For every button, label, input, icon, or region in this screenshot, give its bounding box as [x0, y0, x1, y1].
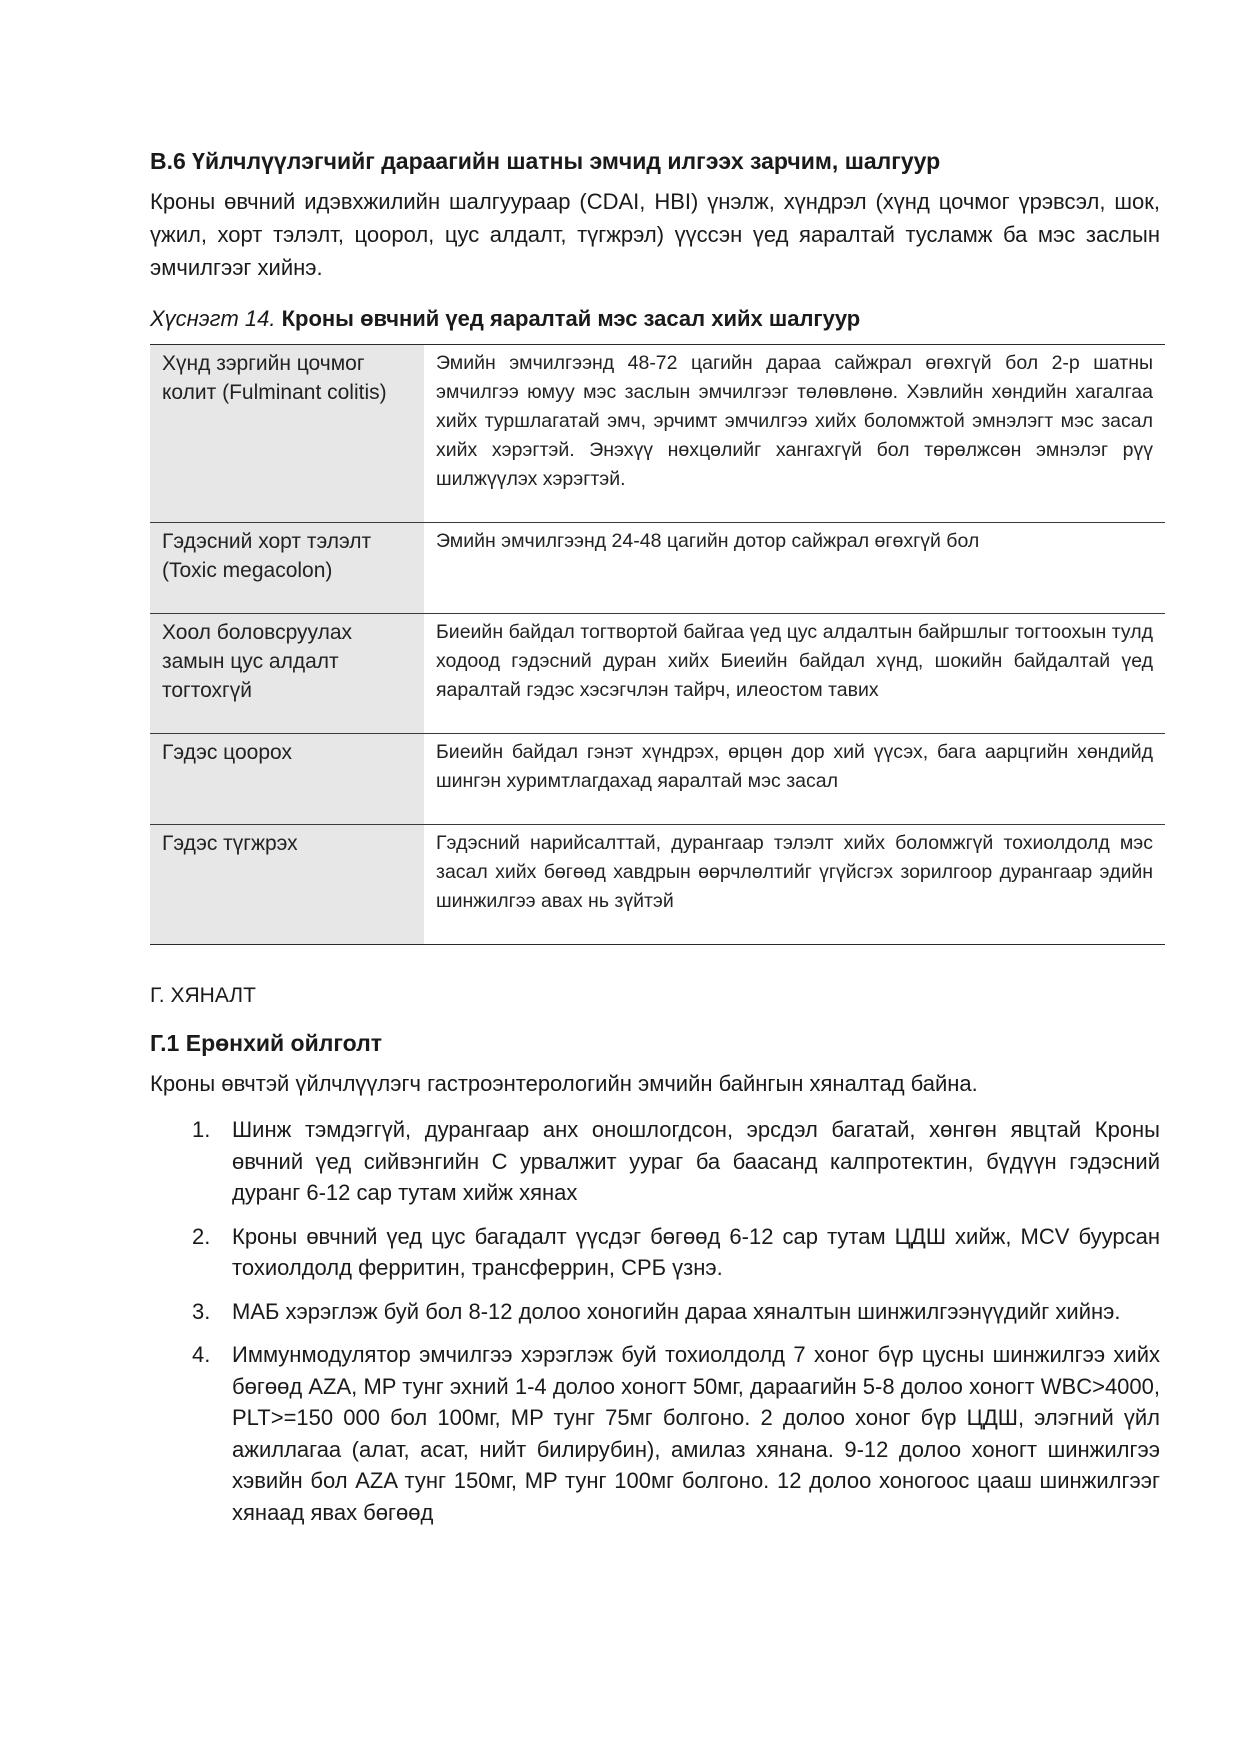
- criterion-cell: Хүнд зэргийн цочмог колит (Fulminant colitis): [150, 345, 424, 523]
- document-page: [150, 145, 1160, 1540]
- surgery-criteria-table: [150, 344, 1165, 945]
- list-item: [150, 1114, 1160, 1209]
- list-item: [150, 1221, 1160, 1284]
- list-item: [150, 1296, 1160, 1328]
- list-item-number: 4.: [192, 1342, 211, 1367]
- section-b6-paragraph: Кроны өвчний идэвхжилийн шалгуураар (CDAI, HBI) үнэлж, хүндрэл (хүнд цочмог үрэвсэл, шок, үжил, хорт тэлэлт, цоорол, цус алдалт, түгжрэл) үүссэн үед яаралтай тусламж ба мэс заслын эмчилгээг хийнэ.: [150, 189, 1160, 280]
- section-g-title: Г. ХЯНАЛТ: [150, 984, 256, 1007]
- list-item-number: 3.: [192, 1298, 211, 1324]
- table-row: [150, 614, 1165, 734]
- table-caption: [150, 304, 1160, 334]
- table-caption-label: Хүснэгт 14.: [150, 306, 276, 331]
- table-row: [150, 734, 1165, 825]
- section-b6-heading: В.6 Үйлчлүүлэгчийг дараагийн шатны эмчид илгээх зарчим, шалгуур: [150, 148, 941, 174]
- list-item-text: МАБ хэрэглэж буй бол 8-12 долоо хоногийн дараа хяналтын шинжилгээнүүдийг хийнэ.: [232, 1298, 1121, 1324]
- list-item-number: 2.: [192, 1223, 211, 1249]
- description-cell: Эмийн эмчилгээнд 24-48 цагийн дотор сайжрал өгөхгүй бол: [424, 523, 1165, 614]
- table-caption-title: Кроны өвчний үед яаралтай мэс засал хийх шалгуур: [281, 306, 861, 331]
- list-item-text: Шинж тэмдэггүй, дурангаар анх оношлогдсон, эрсдэл багатай, хөнгөн явцтай Кроны өвчний үед сийвэнгийн С урвалжит уураг ба баасанд калпротектин, бүдүүн гэдэсний дуранг 6-12 сар тутам хийж хянах: [232, 1117, 1160, 1205]
- list-item: [150, 1339, 1160, 1528]
- list-item-number: 1.: [192, 1117, 211, 1142]
- table-row: [150, 825, 1165, 945]
- description-cell: Гэдэсний нарийсалттай, дурангаар тэлэлт хийх боломжгүй тохиолдолд мэс засал хийх бөгөөд хавдрын өөрчлөлтийг үгүйсгэх зорилгоор дурангаар эдийн шинжилгээ авах нь зүйтэй: [424, 825, 1165, 945]
- description-cell: Биеийн байдал гэнэт хүндрэх, өрцөн дор хий үүсэх, бага аарцгийн хөндийд шингэн хуримтлагдахад яаралтай мэс засал: [424, 734, 1165, 825]
- section-g1-heading: Г.1 Ерөнхий ойлголт: [150, 1030, 382, 1056]
- monitoring-list: [150, 1114, 1160, 1528]
- description-cell: Биеийн байдал тогтвортой байгаа үед цус алдалтын байршлыг тогтоохын тулд ходоод гэдэсний дуран хийх Биеийн байдал хүнд, шокийн байдалтай үед яаралтай гэдэс хэсэгчлэн тайрч, илеостом тавих: [424, 614, 1165, 734]
- criterion-cell: Гэдэсний хорт тэлэлт (Toxic megacolon): [150, 523, 424, 614]
- section-g1-intro: Кроны өвчтэй үйлчлүүлэгч гастроэнтерологийн эмчийн байнгын хяналтад байна.: [150, 1071, 978, 1096]
- table-row: [150, 345, 1165, 523]
- list-item-text: Кроны өвчний үед цус багадалт үүсдэг бөгөөд 6-12 сар тутам ЦДШ хийж, MCV буурсан тохиолдолд ферритин, трансферрин, СРБ үзнэ.: [232, 1223, 1160, 1280]
- description-cell: Эмийн эмчилгээнд 48-72 цагийн дараа сайжрал өгөхгүй бол 2-р шатны эмчилгээ юмуу мэс заслын эмчилгээг төлөвлөнө. Хэвлийн хөндийн хагалгаа хийх туршлагатай эмч, эрчимт эмчилгээ хийх боломжтой эмнэлэгт мэс засал хийх хэрэгтэй. Энэхүү нөхцөлийг хангахгүй бол төрөлжсөн эмнэлэг рүү шилжүүлэх хэрэгтэй.: [436, 352, 1153, 490]
- criterion-cell: Гэдэс цоорох: [150, 734, 424, 825]
- list-item-text: Иммунмодулятор эмчилгээ хэрэглэж буй тохиолдолд 7 хоног бүр цусны шинжилгээ хийх бөгөөд AZA, MP тунг эхний 1-4 долоо хоногт 50мг, дараагийн 5-8 долоо хоногт WBC>4000, PLT>=150 000 бол 100мг, MP тунг 75мг болгоно. 2 долоо хоног бүр ЦДШ, элэгний үйл ажиллагаа (алат, асат, нийт билирубин), амилаз хянана. 9-12 долоо хоногт шинжилгээ хэвийн бол AZA тунг 150мг, MP тунг 100мг болгоно. 12 долоо хоногоос цааш шинжилгээг хянаад явах бөгөөд: [232, 1342, 1160, 1525]
- criterion-cell: Хоол боловсруулах замын цус алдалт тогтохгүй: [150, 614, 424, 734]
- table-row: [150, 523, 1165, 614]
- criterion-cell: Гэдэс түгжрэх: [150, 825, 424, 945]
